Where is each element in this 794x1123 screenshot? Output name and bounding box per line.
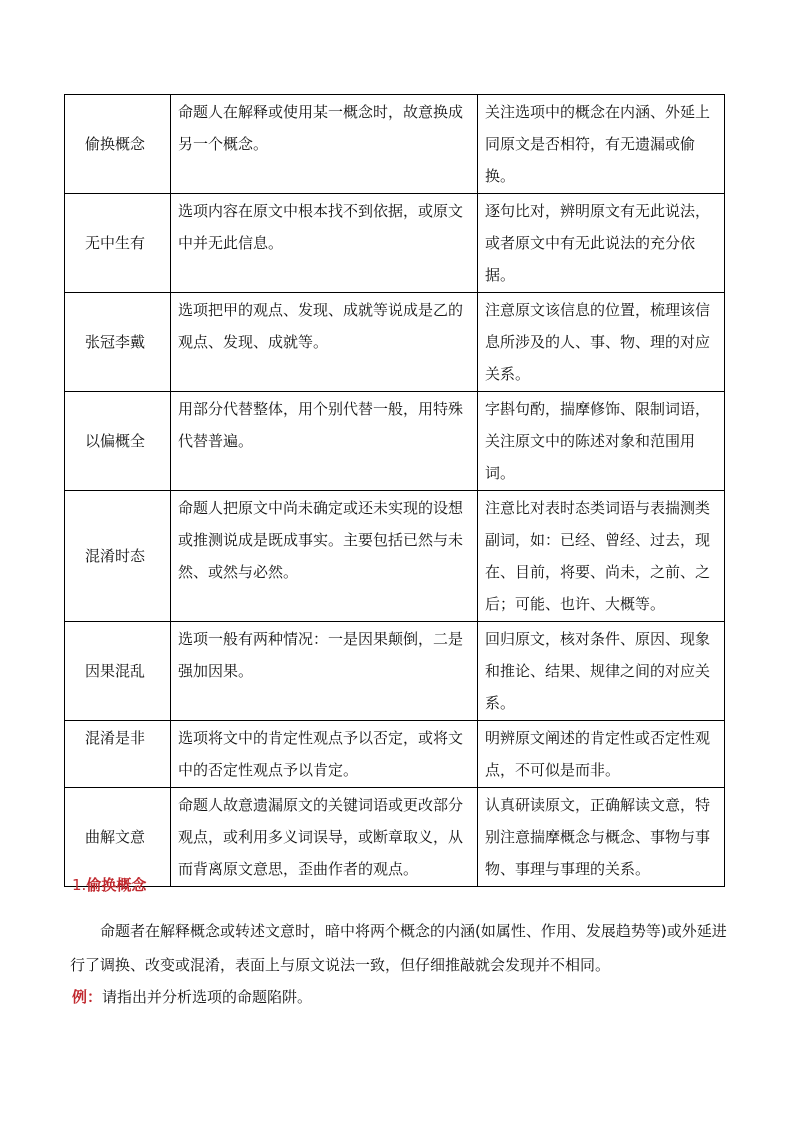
trap-method: 关注选项中的概念在内涵、外延上同原文是否相符，有无遗漏或偷换。	[478, 95, 725, 194]
table-row	[65, 721, 725, 788]
section-number: 1.	[72, 876, 87, 894]
trap-definition: 命题人在解释或使用某一概念时，故意换成另一个概念。	[171, 95, 478, 194]
trap-definition: 选项内容在原文中根本找不到依据，或原文中并无此信息。	[171, 194, 478, 293]
example-label: 例：	[72, 988, 103, 1006]
trap-definition: 用部分代替整体，用个别代替一般，用特殊代替普遍。	[171, 392, 478, 491]
table-row	[65, 392, 725, 491]
example-text: 请指出并分析选项的命题陷阱。	[102, 988, 313, 1006]
table-row	[65, 194, 725, 293]
section-heading	[72, 874, 146, 896]
trap-definition: 选项一般有两种情况：一是因果颠倒，二是强加因果。	[171, 622, 478, 721]
trap-name: 混淆是非	[65, 721, 171, 788]
trap-name: 偷换概念	[65, 95, 171, 194]
trap-definition: 选项把甲的观点、发现、成就等说成是乙的观点、发现、成就等。	[171, 293, 478, 392]
table-row	[65, 293, 725, 392]
table-row	[65, 788, 725, 887]
trap-method: 逐句比对，辨明原文有无此说法，或者原文中有无此说法的充分依据。	[478, 194, 725, 293]
trap-method: 回归原文，核对条件、原因、现象和推论、结果、规律之间的对应关系。	[478, 622, 725, 721]
trap-method: 认真研读原文，正确解读文意，特别注意揣摩概念与概念、事物与事物、事理与事理的关系。	[478, 788, 725, 887]
table-row	[65, 491, 725, 622]
trap-method: 注意比对表时态类词语与表揣测类副词，如：已经、曾经、过去，现在、目前，将要、尚未，之前、之后；可能、也许、大概等。	[478, 491, 725, 622]
trap-method: 注意原文该信息的位置，梳理该信息所涉及的人、事、物、理的对应关系。	[478, 293, 725, 392]
example-line	[72, 986, 312, 1008]
trap-definition: 选项将文中的肯定性观点予以否定，或将文中的否定性观点予以肯定。	[171, 721, 478, 788]
trap-name: 曲解文意	[65, 788, 171, 887]
trap-types-table	[64, 94, 725, 887]
trap-name: 混淆时态	[65, 491, 171, 622]
trap-name: 以偏概全	[65, 392, 171, 491]
trap-definition: 命题人把原文中尚未确定或还未实现的设想或推测说成是既成事实。主要包括已然与未然、或然与必然。	[171, 491, 478, 622]
trap-definition: 命题人故意遗漏原文的关键词语或更改部分观点，或利用多义词误导，或断章取义，从而背离原文意思，歪曲作者的观点。	[171, 788, 478, 887]
trap-method: 明辨原文阐述的肯定性或否定性观点，不可似是而非。	[478, 721, 725, 788]
trap-name: 无中生有	[65, 194, 171, 293]
table-row	[65, 622, 725, 721]
table-row	[65, 95, 725, 194]
section-title: 偷换概念	[86, 876, 147, 894]
trap-name: 张冠李戴	[65, 293, 171, 392]
section-paragraph: 命题者在解释概念或转述文意时，暗中将两个概念的内涵(如属性、作用、发展趋势等)或外延进行了调换、改变或混淆，表面上与原文说法一致，但仔细推敲就会发现并不相同。	[70, 922, 727, 974]
trap-name: 因果混乱	[65, 622, 171, 721]
trap-method: 字斟句酌，揣摩修饰、限制词语，关注原文中的陈述对象和范围用词。	[478, 392, 725, 491]
